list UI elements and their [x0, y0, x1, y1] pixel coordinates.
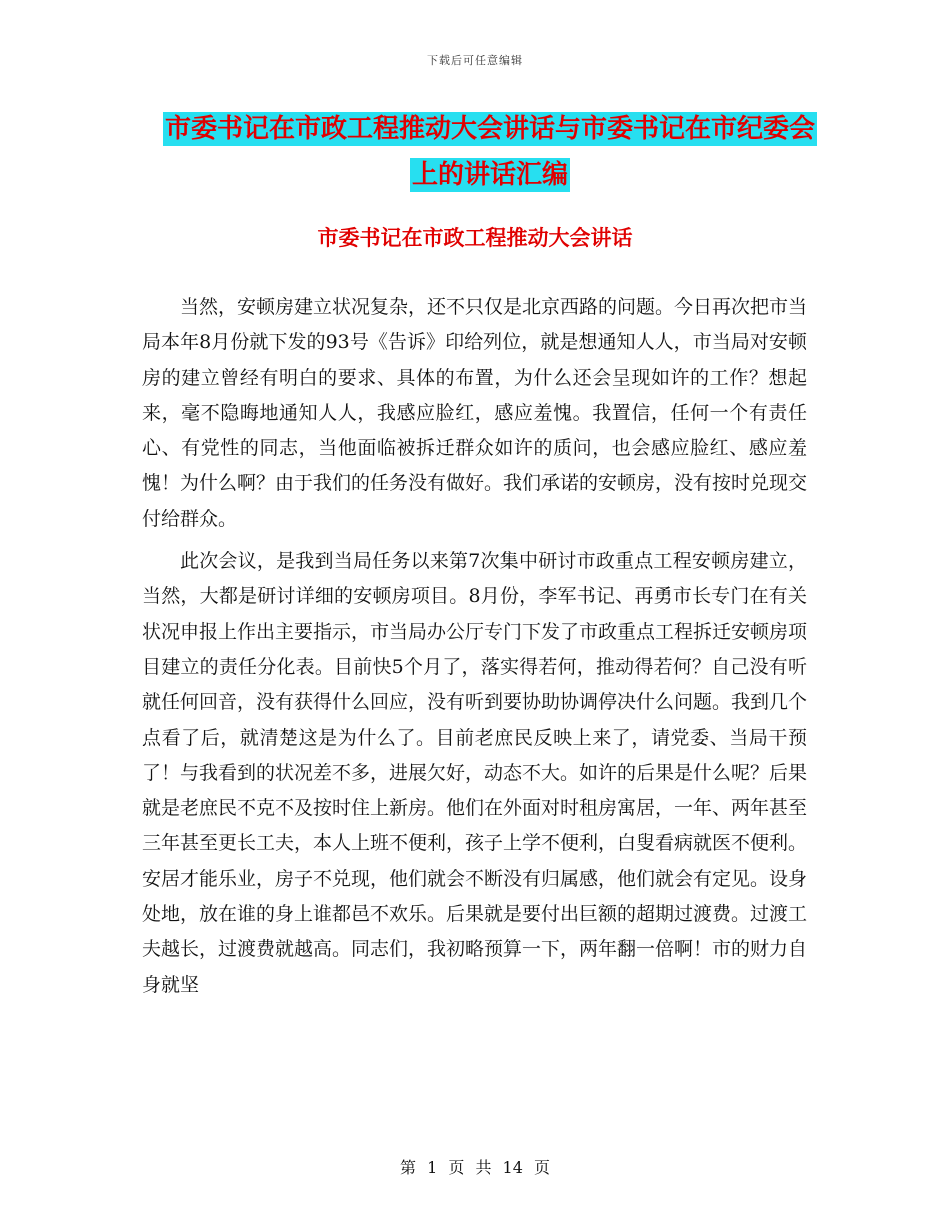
page-footer: 第 1 页 共 14 页 — [400, 1158, 550, 1177]
paragraph-1: 当然，安顿房建立状况复杂，还不只仅是北京西路的问题。今日再次把市当局本年8月份就下发的93号《告诉》印给列位，就是想通知人人，市当局对安顿房的建立曾经有明白的要求、具体的布置，为什么还会呈现如许的工作？想起来，毫不隐晦地通知人人，我感应脸红，感应羞愧。我置信，任何一个有责任心、有党性的同志，当他面临被拆迁群众如许的质问，也会感应脸红、感应羞愧！为什么啊？由于我们的任务没有做好。我们承诺的安顿房，没有按时兑现交付给群众。 — [142, 296, 808, 530]
paragraph-2: 此次会议，是我到当局任务以来第7次集中研讨市政重点工程安顿房建立，当然，大都是研讨详细的安顿房项目。8月份，李军书记、再勇市长专门在有关状况申报上作出主要指示，市当局办公厅专门下发了市政重点工程拆迁安顿房项目建立的责任分化表。目前快5个月了，落实得若何，推动得若何？自己没有听就任何回音，没有获得什么回应，没有听到要协助协调停决什么问题。我到几个点看了后，就清楚这是为什么了。目前老庶民反映上来了，请党委、当局干预了！与我看到的状况差不多，进展欠好，动态不大。如许的后果是什么呢？后果就是老庶民不克不及按时住上新房。他们在外面对时租房寓居，一年、两年甚至三年甚至更长工夫，本人上班不便利，孩子上学不便利，白叟看病就医不便利。安居才能乐业，房子不兑现，他们就会不断没有归属感，他们就会有定见。设身处地，放在谁的身上谁都邑不欢乐。后果就是要付出巨额的超期过渡费。过渡工夫越长，过渡费就越高。同志们，我初略预算一下，两年翻一倍啊！市的财力自身就坚 — [142, 550, 808, 996]
document-title-text: 市委书记在市政工程推动大会讲话与市委书记在市纪委会上的讲话汇编 — [164, 114, 815, 190]
body-text — [142, 290, 807, 1010]
section-title: 市委书记在市政工程推动大会讲话 — [317, 226, 633, 250]
header-note: 下载后可任意编辑 — [427, 54, 523, 67]
document-title — [160, 106, 820, 198]
